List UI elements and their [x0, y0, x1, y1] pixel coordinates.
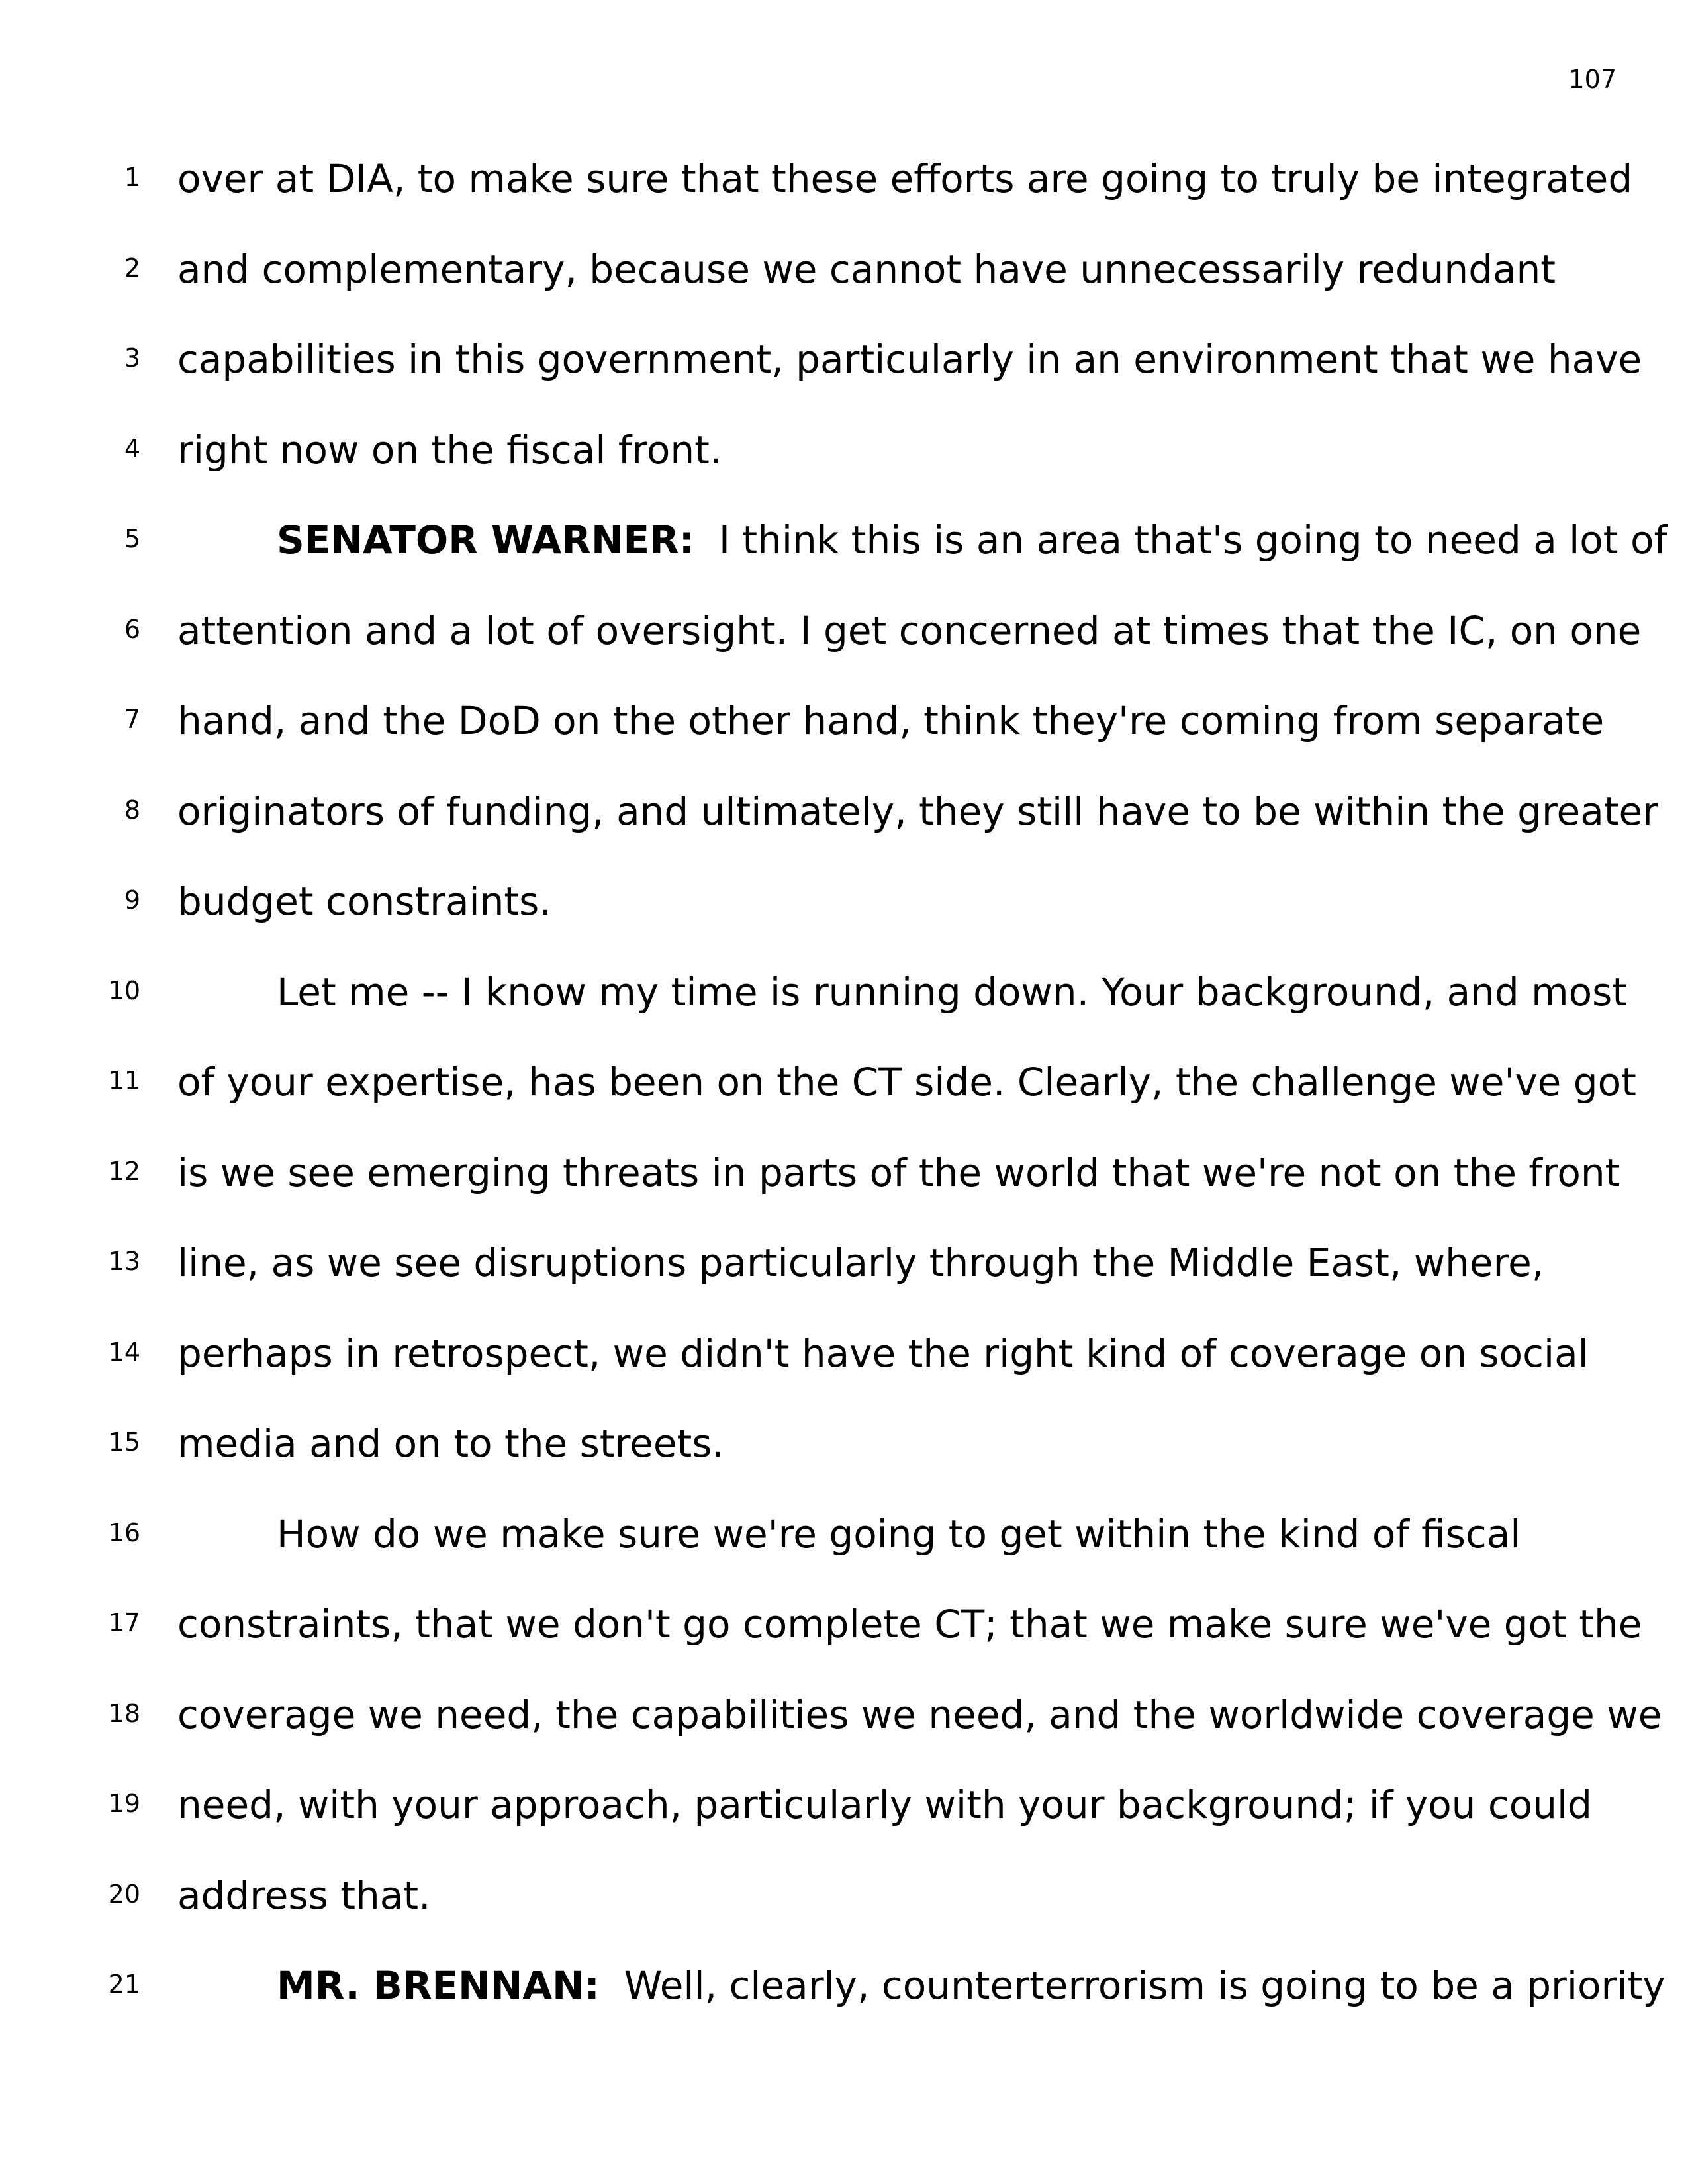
line-text: line, as we see disruptions particularly through the Middle East, where, [177, 1240, 1544, 1285]
transcript-body [0, 152, 1688, 2050]
line-number: 14 [108, 1337, 140, 1367]
transcript-line [0, 1778, 1688, 1869]
line-text: How do we make sure we're going to get within the kind of fiscal [277, 1511, 1521, 1557]
speech-text: I think this is an area that's going to need a lot of [718, 518, 1667, 563]
line-text: of your expertise, has been on the CT side. Clearly, the challenge we've got [177, 1060, 1636, 1105]
line-number: 4 [124, 433, 140, 463]
transcript-line [0, 1688, 1688, 1779]
transcript-line [0, 604, 1688, 695]
line-text: over at DIA, to make sure that these efforts are going to truly be integrated [177, 156, 1633, 201]
speaker-label: MR. BRENNAN: [277, 1963, 600, 2008]
speech-text: Well, clearly, counterterrorism is going to be a priority [624, 1963, 1665, 2008]
line-text: constraints, that we don't go complete CT; that we make sure we've got the [177, 1602, 1642, 1647]
transcript-line [0, 966, 1688, 1056]
line-number: 16 [108, 1518, 140, 1547]
line-text: address that. [177, 1872, 431, 1918]
transcript-line [0, 1417, 1688, 1508]
transcript-line [0, 243, 1688, 334]
transcript-line [0, 875, 1688, 966]
transcript-line [0, 1327, 1688, 1418]
transcript-line [0, 1236, 1688, 1327]
line-text: originators of funding, and ultimately, they still have to be within the greater [177, 788, 1659, 834]
transcript-line [0, 1598, 1688, 1688]
line-text: perhaps in retrospect, we didn't have the right kind of coverage on social [177, 1330, 1589, 1376]
line-text: capabilities in this government, particularly in an environment that we have [177, 337, 1642, 382]
line-text: need, with your approach, particularly with your background; if you could [177, 1782, 1592, 1827]
line-text [277, 1959, 1665, 2012]
line-number: 1 [124, 163, 140, 192]
line-text: Let me -- I know my time is running down. Your background, and most [277, 969, 1628, 1015]
line-text: and complementary, because we cannot have unnecessarily redundant [177, 246, 1556, 292]
line-number: 3 [124, 343, 140, 373]
transcript-line [0, 1056, 1688, 1146]
line-number: 21 [108, 1970, 140, 1999]
line-text: is we see emerging threats in parts of the world that we're not on the front [177, 1150, 1620, 1195]
speaker-label: SENATOR WARNER: [277, 518, 694, 563]
line-number: 7 [124, 705, 140, 734]
transcript-line [0, 514, 1688, 604]
line-number: 15 [108, 1428, 140, 1457]
line-number: 20 [108, 1879, 140, 1909]
transcript-line [0, 1146, 1688, 1237]
line-number: 10 [108, 976, 140, 1005]
line-number: 5 [124, 524, 140, 553]
line-number: 8 [124, 795, 140, 825]
line-text [277, 514, 1667, 567]
transcript-line [0, 424, 1688, 514]
transcript-line [0, 333, 1688, 424]
line-number: 12 [108, 1156, 140, 1186]
transcript-line [0, 1869, 1688, 1960]
page-number: 107 [1568, 65, 1617, 94]
transcript-line [0, 1959, 1688, 2050]
transcript-line [0, 152, 1688, 243]
line-text: budget constraints. [177, 879, 551, 924]
line-number: 18 [108, 1698, 140, 1728]
line-number: 17 [108, 1608, 140, 1637]
line-text: hand, and the DoD on the other hand, think they're coming from separate [177, 698, 1605, 743]
transcript-line [0, 694, 1688, 785]
line-number: 13 [108, 1247, 140, 1276]
line-number: 11 [108, 1066, 140, 1095]
transcript-line [0, 785, 1688, 876]
line-text: attention and a lot of oversight. I get concerned at times that the IC, on one [177, 608, 1642, 653]
line-text: coverage we need, the capabilities we need, and the worldwide coverage we [177, 1692, 1662, 1737]
transcript-line [0, 1508, 1688, 1598]
line-number: 6 [124, 614, 140, 644]
line-number: 19 [108, 1789, 140, 1818]
line-number: 9 [124, 886, 140, 915]
line-text: media and on to the streets. [177, 1421, 724, 1466]
line-text: right now on the fiscal front. [177, 427, 722, 473]
line-number: 2 [124, 253, 140, 283]
